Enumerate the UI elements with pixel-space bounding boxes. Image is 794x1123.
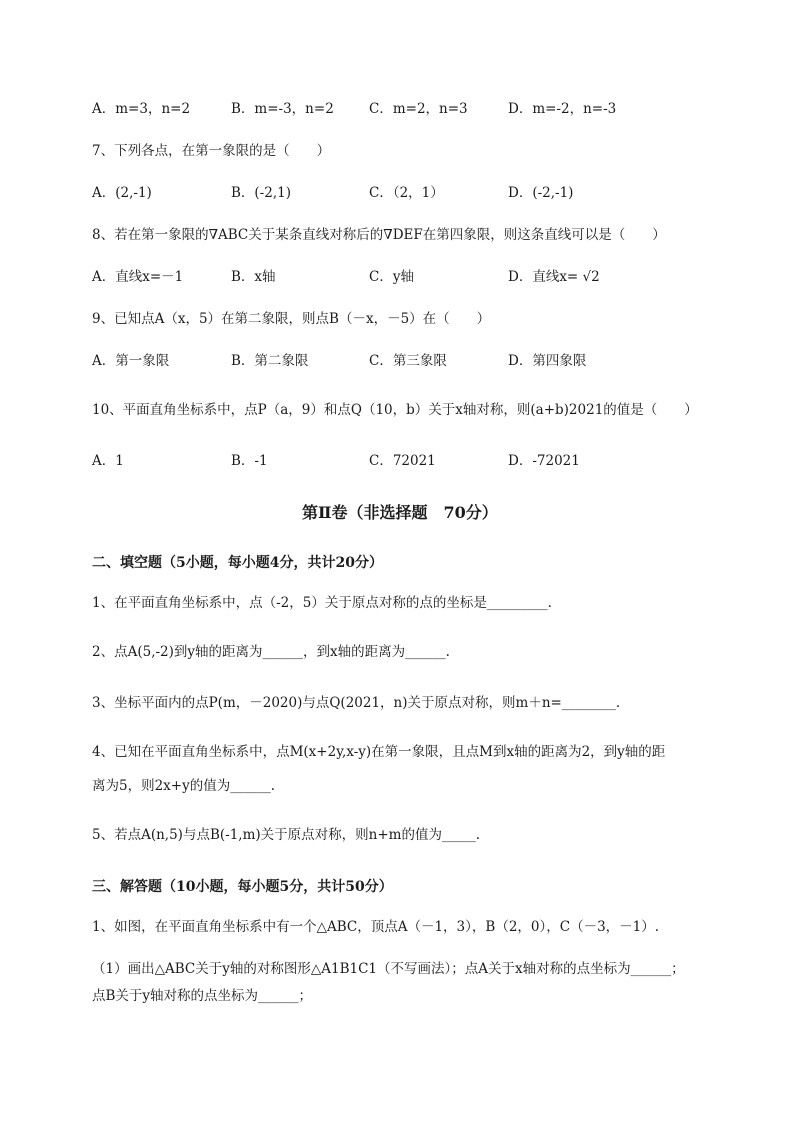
q9-option-c: C．第三象限 [369,353,447,369]
q9-option-b: B．第二象限 [231,353,309,369]
part2-title: 第Ⅱ卷（非选择题 70分） [302,503,498,522]
fill-q2: 2、点A(5,-2)到y轴的距离为______，到x轴的距离为______. [92,644,450,660]
fill-q4-line1: 4、已知在平面直角坐标系中，点M(x+2y,x-y)在第一象限，且点M到x轴的距离为2，到y轴的距 [92,744,666,760]
q9-option-a: A．第一象限 [92,353,170,369]
q7-stem: 7、下列各点，在第一象限的是（ ） [92,143,331,159]
q6-option-a: A．m=3，n=2 [92,101,191,117]
q6-option-c: C．m=2，n=3 [369,101,468,117]
fill-section-heading: 二、填空题（5小题，每小题4分，共计20分） [92,555,383,571]
q10-option-d: D．-72021 [508,453,580,469]
fill-q4-line2: 离为5，则2x+y的值为______. [92,778,276,794]
q8-stem: 8、若在第一象限的∇ABC关于某条直线对称后的∇DEF在第四象限，则这条直线可以是（ ） [92,227,666,243]
q7-option-d: D．(-2,-1) [508,185,574,201]
solve-q1-part1-line1: （1）画出△ABC关于y轴的对称图形△A1B1C1（不写画法）；点A关于x轴对称的点坐标为______； [92,961,685,977]
q7-option-c: C．（2，1） [369,185,444,201]
q9-stem: 9、已知点A（x，5）在第二象限，则点B（－x，－5）在（ ） [92,311,491,327]
q7-option-b: B．(-2,1) [231,185,291,201]
q7-option-a: A．(2,-1) [92,185,152,201]
q8-option-d: D．直线x= √2 [508,269,600,285]
solve-q1-part1-line2: 点B关于y轴对称的点坐标为______； [92,988,313,1004]
q8-option-b: B．x轴 [231,269,276,285]
q10-stem: 10、平面直角坐标系中，点P（a，9）和点Q（10，b）关于x轴对称，则(a+b)2021的值是（ ） [92,402,698,418]
q8-option-a: A．直线x=－1 [92,269,184,285]
q9-option-d: D．第四象限 [508,353,587,369]
q10-option-b: B．-1 [231,453,268,469]
q8-option-c: C．y轴 [369,269,414,285]
fill-q1: 1、在平面直角坐标系中，点（-2，5）关于原点对称的点的坐标是_________. [92,595,552,611]
solve-q1-stem: 1、如图，在平面直角坐标系中有一个△ABC，顶点A（－1，3），B（2，0），C（－3，－1）. [92,919,660,935]
q10-option-c: C．72021 [369,453,436,469]
fill-q5: 5、若点A(n,5)与点B(-1,m)关于原点对称，则n+m的值为_____. [92,827,480,843]
q10-option-a: A．1 [92,453,124,469]
q6-option-b: B．m=-3，n=2 [231,101,334,117]
q6-option-d: D．m=-2，n=-3 [508,101,617,117]
solve-section-heading: 三、解答题（10小题，每小题5分，共计50分） [92,879,393,895]
fill-q3: 3、坐标平面内的点P(m，－2020)与点Q(2021，n)关于原点对称，则m＋n=________. [92,695,621,711]
